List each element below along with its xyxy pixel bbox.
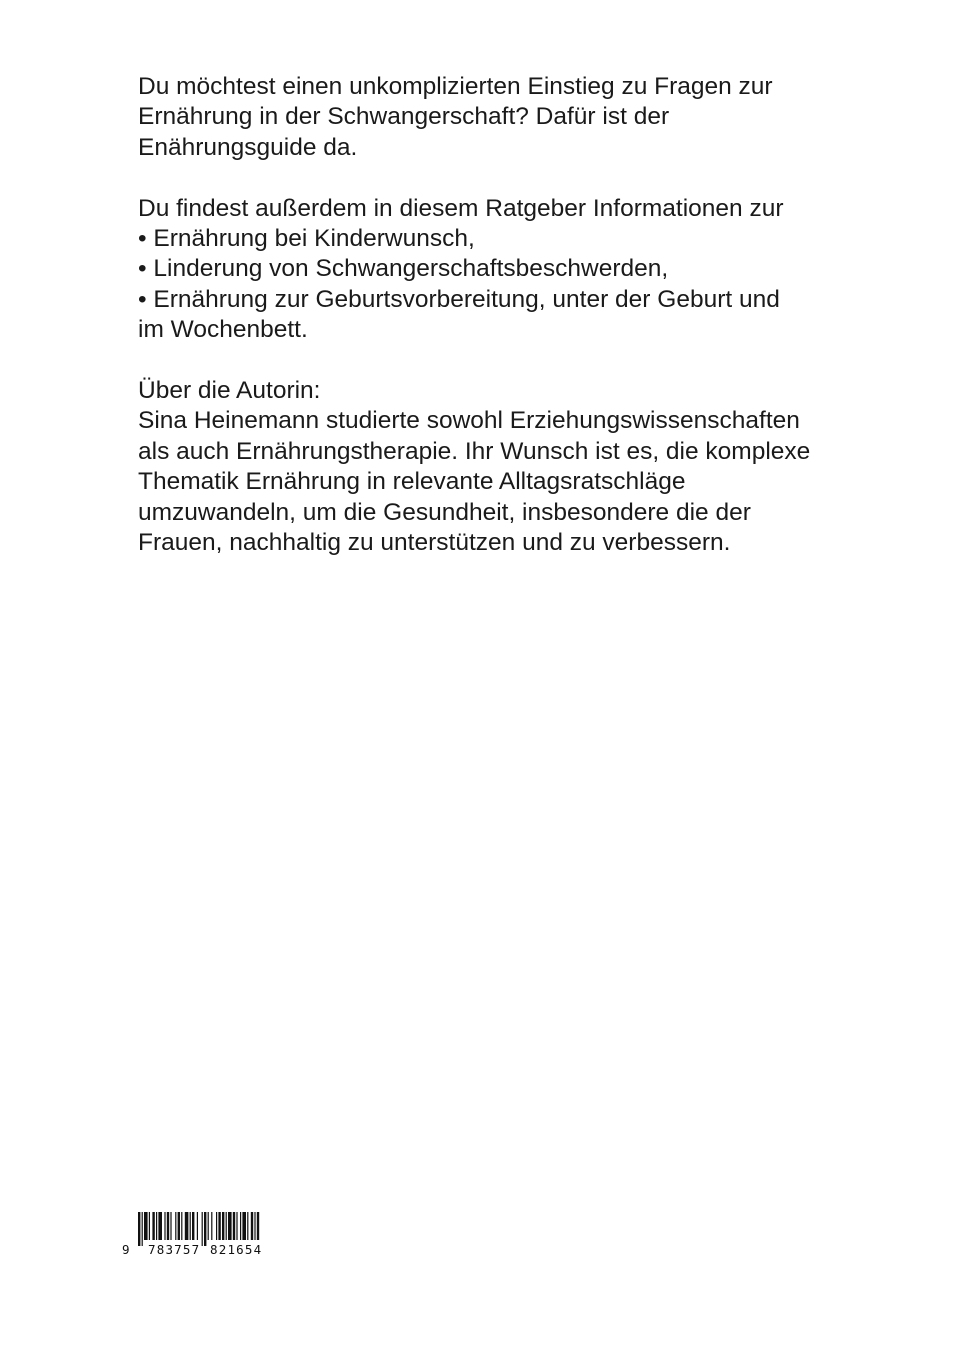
barcode-bar	[236, 1212, 237, 1240]
barcode-bar	[233, 1212, 235, 1240]
barcode-digits-left: 783757	[148, 1242, 201, 1257]
barcode-bar	[202, 1212, 203, 1246]
intro-line: Enährungsguide da.	[138, 133, 358, 161]
barcode-bar	[240, 1212, 241, 1240]
bullet-item: • Ernährung zur Geburtsvorbereitung, unter der Geburt und	[138, 285, 780, 313]
barcode-bar	[204, 1212, 206, 1246]
barcode-bar	[164, 1212, 165, 1240]
isbn-barcode	[120, 1212, 300, 1262]
barcode-bar	[254, 1212, 255, 1240]
author-line: Thematik Ernährung in relevante Alltagsratschläge	[138, 468, 686, 496]
barcode-bar	[178, 1212, 180, 1240]
author-line: als auch Ernährungstherapie. Ihr Wunsch ist es, die komplexe	[138, 437, 811, 465]
barcode-bar	[181, 1212, 182, 1240]
back-cover-text	[138, 72, 828, 589]
barcode-bar	[226, 1212, 227, 1240]
barcode-bar	[257, 1212, 259, 1240]
barcode-bar	[144, 1212, 148, 1240]
barcode-bar	[190, 1212, 191, 1240]
barcode-bar	[149, 1212, 150, 1240]
intro-line: Du möchtest einen unkomplizierten Einstieg zu Fragen zur	[138, 73, 773, 100]
bullet-item: • Ernährung bei Kinderwunsch,	[138, 225, 475, 253]
intro-paragraph	[138, 72, 828, 163]
barcode-bar	[197, 1212, 198, 1240]
barcode-bar	[185, 1212, 189, 1240]
barcode-bar	[156, 1212, 157, 1240]
author-paragraph	[138, 376, 828, 558]
author-line: Sina Heinemann studierte sowohl Erziehungswissenschaften	[138, 407, 800, 435]
barcode-bar	[251, 1212, 253, 1240]
barcode-bar	[152, 1212, 154, 1240]
author-heading: Über die Autorin:	[138, 377, 321, 405]
barcode-bar	[211, 1212, 212, 1240]
barcode-bar	[192, 1212, 194, 1240]
barcode-digit-first: 9	[122, 1242, 131, 1257]
barcode-bar	[247, 1212, 248, 1240]
barcode-bar	[138, 1212, 140, 1246]
info-paragraph	[138, 194, 828, 346]
barcode-bar	[222, 1212, 224, 1240]
author-line: Frauen, nachhaltig zu unterstützen und zu verbessern.	[138, 529, 731, 557]
barcode-bar	[216, 1212, 217, 1240]
barcode-bar	[228, 1212, 232, 1240]
barcode-digits-right: 821654	[210, 1242, 263, 1257]
barcode-bar	[170, 1212, 171, 1240]
barcode-bar	[218, 1212, 220, 1240]
intro-line: Ernährung in der Schwangerschaft? Dafür ist der	[138, 103, 670, 131]
barcode-bar	[167, 1212, 169, 1240]
barcode-bar	[158, 1212, 162, 1240]
author-line: umzuwandeln, um die Gesundheit, insbesondere die der	[138, 498, 751, 526]
info-lead: Du findest außerdem in diesem Ratgeber Informationen zur	[138, 194, 784, 222]
barcode-bar	[175, 1212, 176, 1240]
barcode-bar	[242, 1212, 246, 1240]
bullet-item: • Linderung von Schwangerschaftsbeschwerden,	[138, 255, 669, 283]
barcode-bar	[208, 1212, 209, 1240]
bullet-item-continuation: im Wochenbett.	[138, 316, 308, 344]
barcode-bar	[142, 1212, 143, 1246]
barcode-bars	[138, 1212, 298, 1246]
